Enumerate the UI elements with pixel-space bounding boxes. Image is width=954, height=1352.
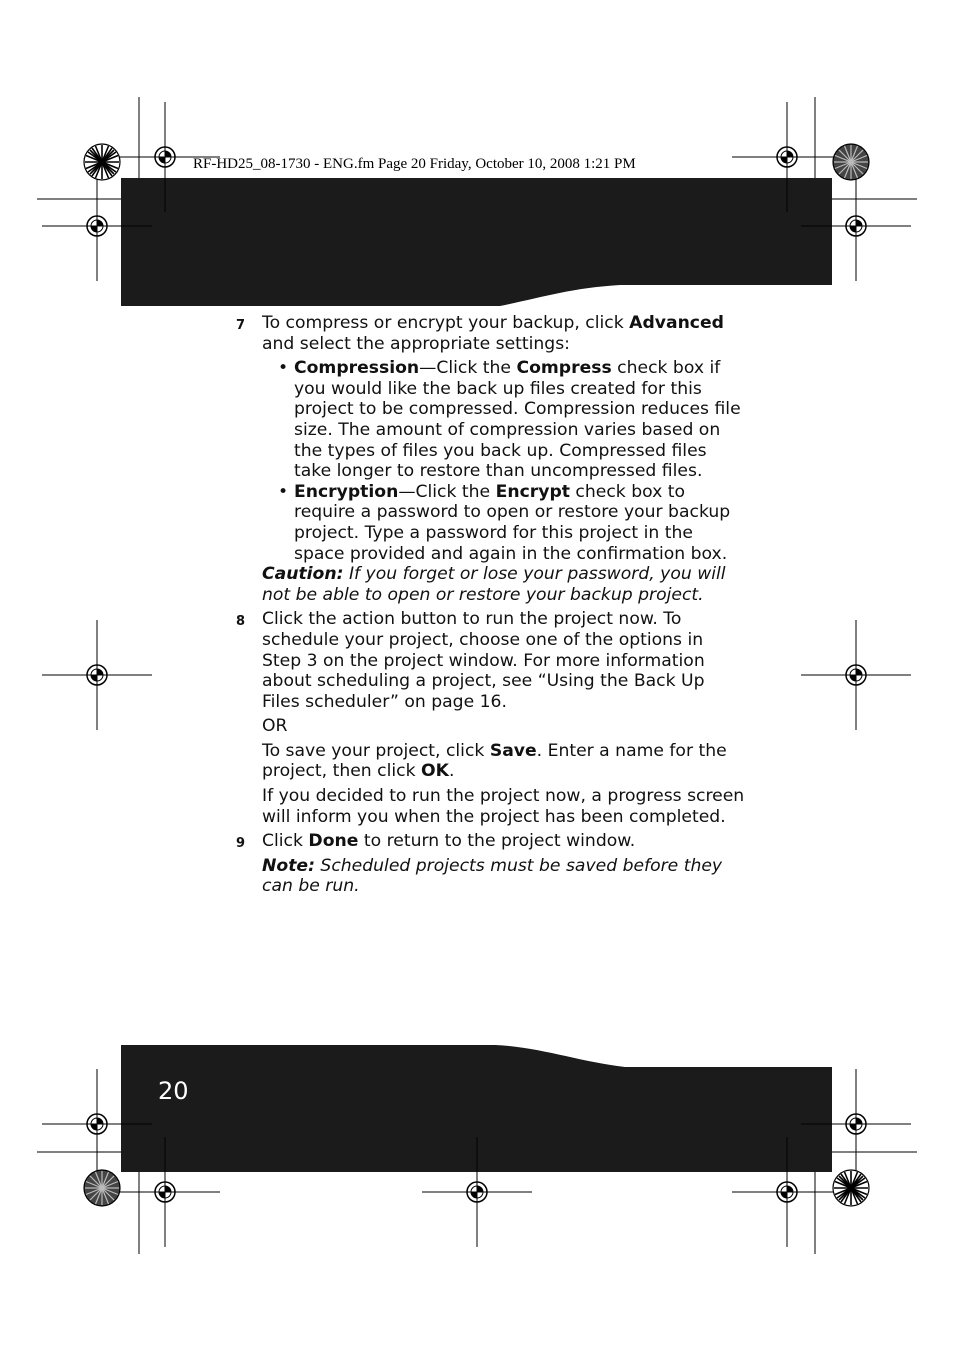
step-8-text: Click the action button to run the project now. To schedule your project, choose one of the options in Step 3 on the project window. For more information about scheduling a project, see “Using the Back Up Files scheduler” on page 16. [262,609,705,712]
header-band [121,178,832,306]
caution-note: Caution: If you forget or lose your password, you will not be able to open or restore your backup project. [262,564,726,605]
settings-list [262,358,746,564]
star-target-bottom-right [833,1170,869,1206]
step-9 [236,831,746,897]
list-item-encryption: • Encryption—Click the Encrypt check box to require a password to open or restore your backup project. Type a password for this project in the space provided and again in the confirmation box. [278,481,731,564]
or-separator: OR [262,716,288,737]
bullet-icon: • [278,481,289,502]
list-item-compression: • Compression—Click the Compress check box if you would like the back up files created for this project to be compressed. Compression reduces file size. The amount of compression varies based on the types of files you back up. Compressed files take longer to restore than uncompressed files. [278,358,741,482]
progress-info: If you decided to run the project now, a progress screen will inform you when the project has been completed. [262,786,745,827]
registration-mark-left-2 [42,620,152,730]
step-number: 8 [236,614,246,630]
note: Note: Scheduled projects must be saved before they can be run. [262,855,723,897]
star-target-top-right [833,144,869,180]
bullet-icon: • [278,358,289,379]
advanced-label: Advanced [629,313,724,333]
step-7-intro: To compress or encrypt your backup, click Advanced and select the appropriate settings: [262,313,724,354]
file-slug-line: RF-HD25_08-1730 - ENG.fm Page 20 Friday, October 10, 2008 1:21 PM [193,156,636,172]
instructions [236,313,746,897]
registration-mark-right-2 [801,620,911,730]
step-number: 9 [236,836,246,852]
step-8 [236,609,746,827]
step-9-text: Click Done to return to the project window. [262,831,636,852]
star-target-bottom-left [84,1170,120,1206]
step-number: 7 [236,318,246,333]
star-target-top-left [84,144,120,180]
step-7 [236,313,746,605]
page-number: 20 [158,1077,189,1105]
save-instructions: To save your project, click Save. Enter a name for the project, then click OK. [262,740,727,782]
